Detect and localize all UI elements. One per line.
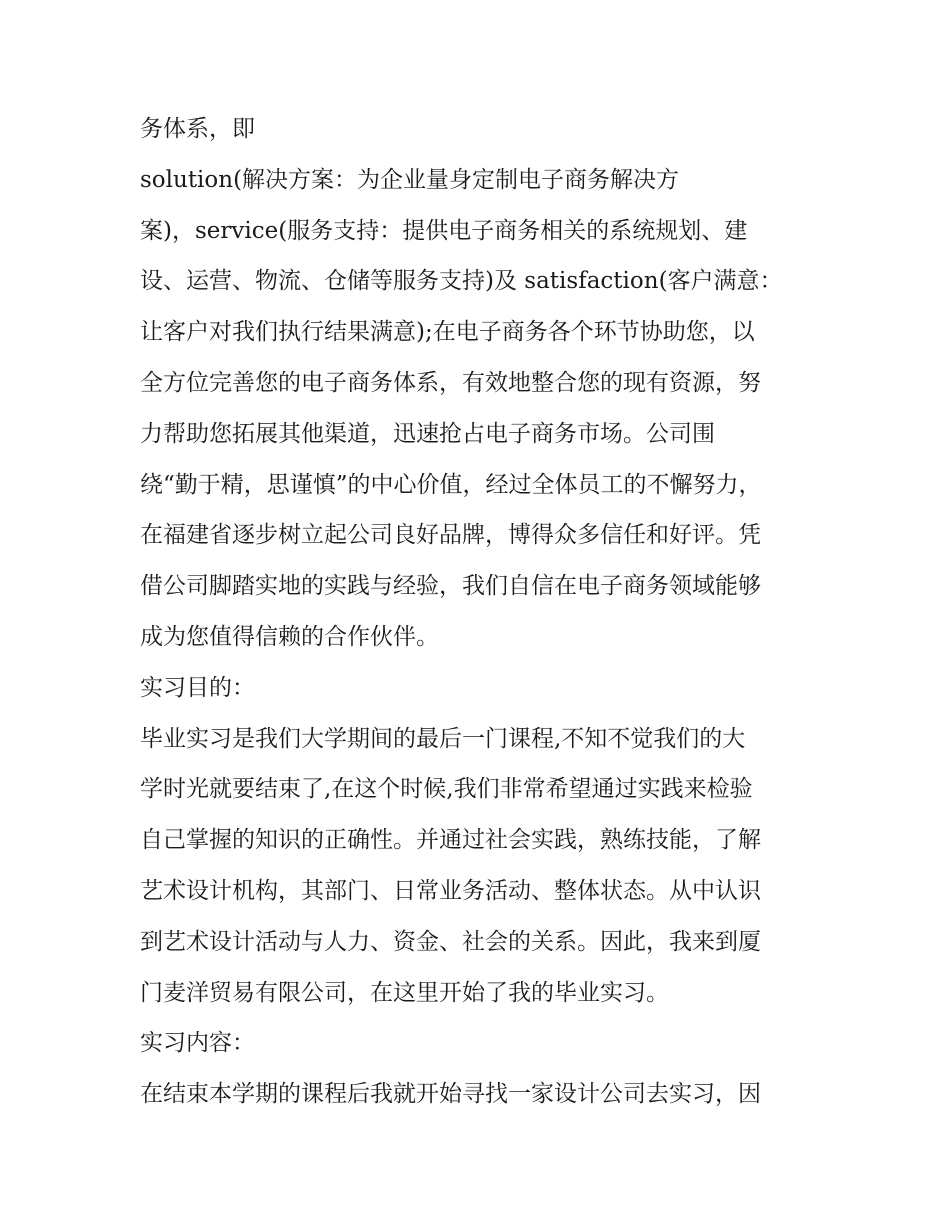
- text-line: 毕业实习是我们大学期间的最后一门课程,不知不觉我们的大: [140, 725, 746, 752]
- text-line: 到艺术设计活动与人力、资金、社会的关系。因此，我来到厦: [140, 928, 761, 955]
- text-line: 全方位完善您的电子商务体系，有效地整合您的现有资源，努: [140, 369, 761, 396]
- text-line: 在结束本学期的课程后我就开始寻找一家设计公司去实习，因: [140, 1081, 761, 1108]
- text-line: 力帮助您拓展其他渠道，迅速抢占电子商务市场。公司围: [140, 420, 715, 447]
- text-line: 绕“勤于精，思谨慎”的中心价值，经过全体员工的不懈努力，: [140, 471, 762, 498]
- text-line: 成为您值得信赖的合作伙伴。: [140, 623, 439, 650]
- text-line: 设、运营、物流、仓储等服务支持)及 satisfaction(客户满意：: [140, 268, 783, 295]
- text-line: 在福建省逐步树立起公司良好品牌，博得众多信任和好评。凭: [140, 522, 761, 549]
- body-text: [140, 104, 820, 1120]
- text-line: 艺术设计机构，其部门、日常业务活动、整体状态。从中认识: [140, 877, 761, 904]
- text-line: 案)，service(服务支持：提供电子商务相关的系统规划、建: [140, 217, 748, 244]
- text-line: 借公司脚踏实地的实践与经验，我们自信在电子商务领域能够: [140, 573, 761, 600]
- section-heading-content: 实习内容：: [140, 1030, 255, 1057]
- section-heading-purpose: 实习目的：: [140, 674, 255, 701]
- text-line: 让客户对我们执行结果满意);在电子商务各个环节协助您，以: [140, 319, 755, 346]
- text-line: solution(解决方案：为企业量身定制电子商务解决方: [140, 166, 680, 193]
- text-line: 自己掌握的知识的正确性。并通过社会实践，熟练技能，了解: [140, 827, 761, 854]
- text-line: 门麦洋贸易有限公司，在这里开始了我的毕业实习。: [140, 979, 669, 1006]
- text-line: 务体系，即: [140, 116, 255, 142]
- text-line: 学时光就要结束了,在这个时候,我们非常希望通过实践来检验: [140, 776, 753, 803]
